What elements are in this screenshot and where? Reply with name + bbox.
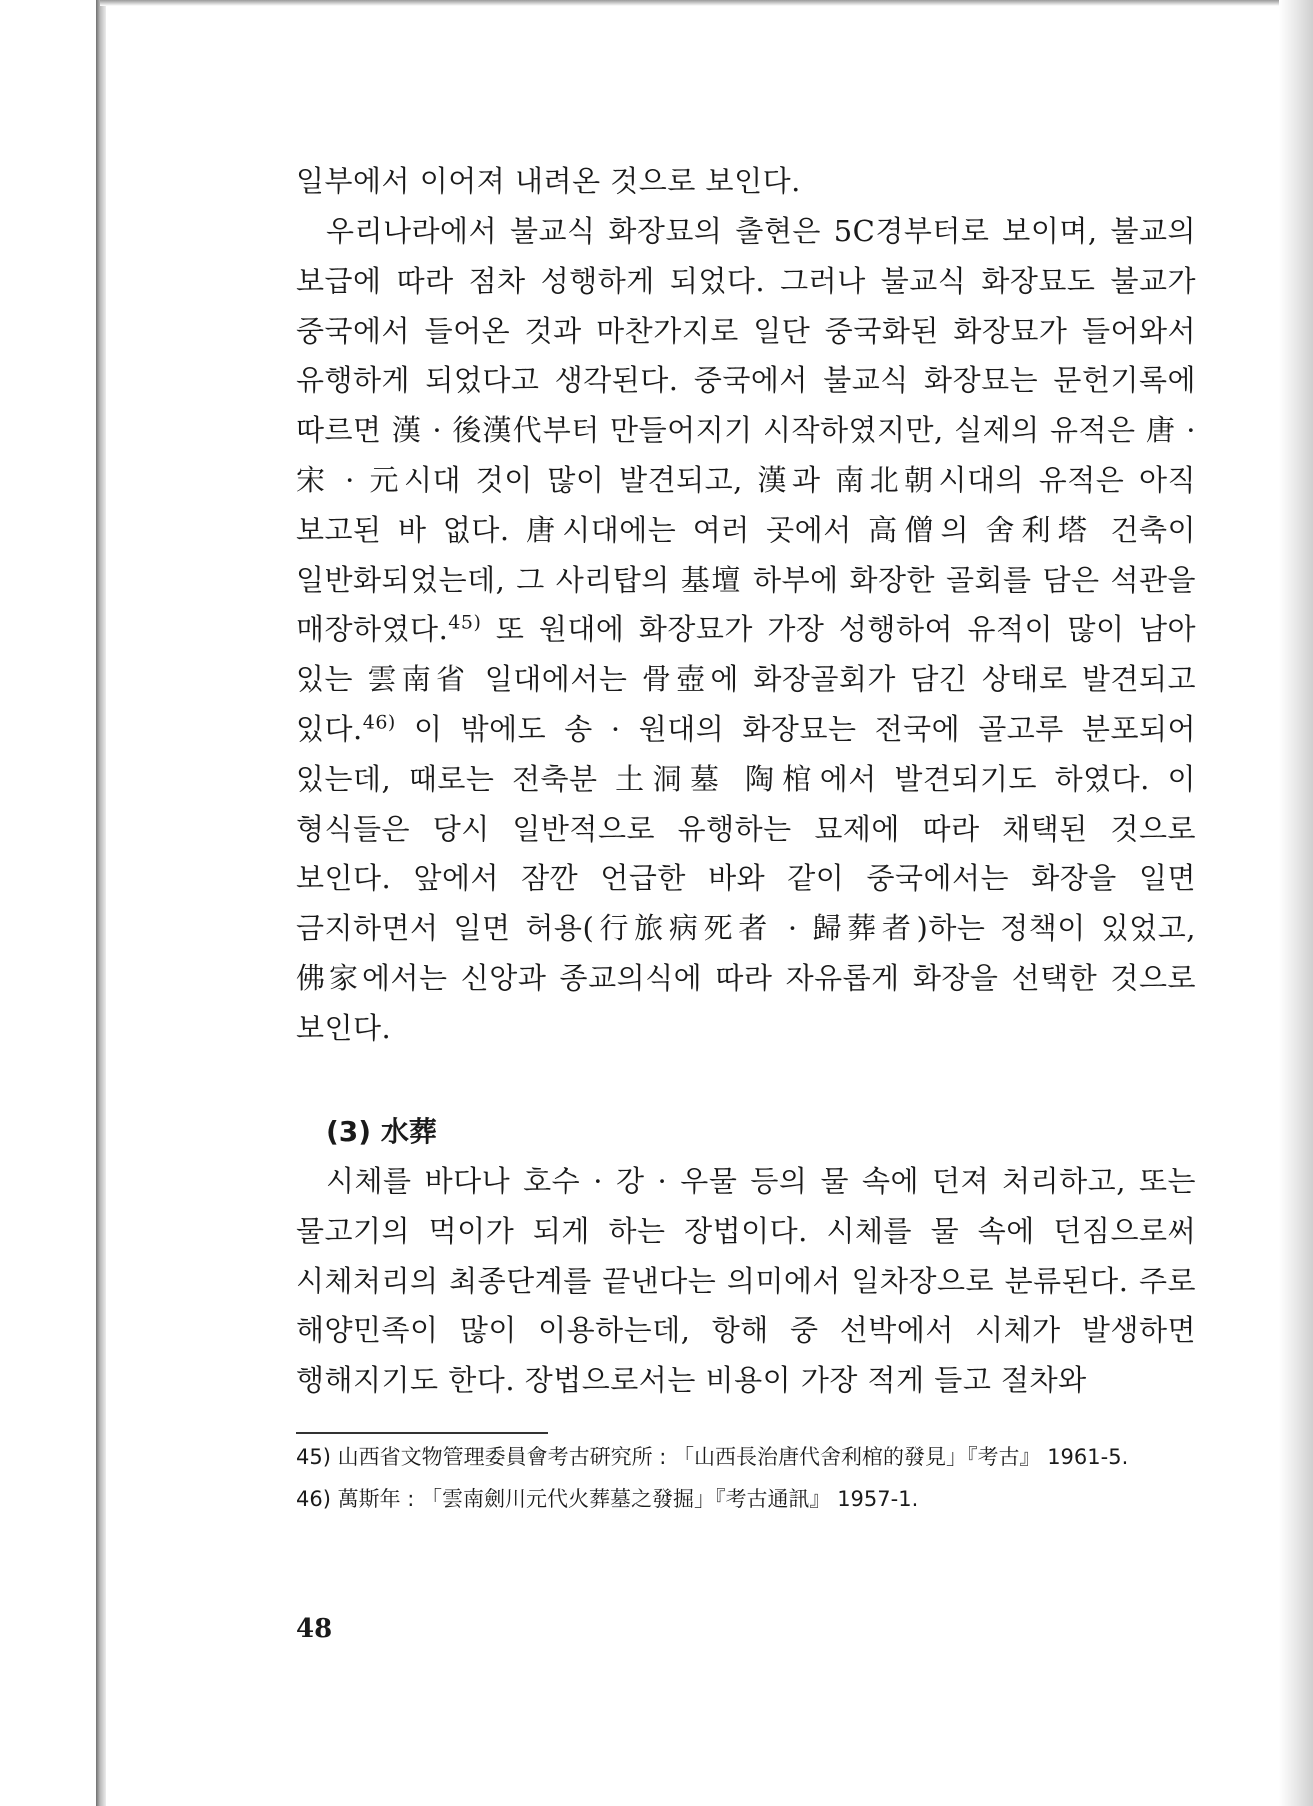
paragraph-continuation: 일부에서 이어져 내려온 것으로 보인다. [296, 164, 801, 198]
page-number: 48 [296, 1614, 333, 1644]
footnote-46: 46) 萬斯年 : 「雲南劍川元代火葬墓之發掘」『考古通訊』 1957-1. [296, 1487, 919, 1511]
footnote-divider [296, 1432, 548, 1434]
footnote-45: 45) 山西省文物管理委員會考古硏究所 : 「山西長治唐代舍利棺的發見」『考古』 1961-5. [296, 1445, 1129, 1469]
footnote-ref-45: 45) [448, 611, 482, 634]
page-binding-edge [96, 0, 106, 1806]
page-top-edge [100, 0, 1313, 6]
paragraph-cremation-part1: 우리나라에서 불교식 화장묘의 출현은 5C경부터로 보이며, 불교의 보급에 따라 점차 성행하게 되었다. 그러나 불교식 화장묘도 불교가 중국에서 들어온 것과 마찬가지로 일단 중국화된 화장묘가 들어와서 유행하게 되었다고 생각된다. 중국에서 불교식 화장묘는 문헌기록에 따르면 漢 · 後漢代부터 만들어지기 시작하였지만, 실제의 유적은 唐 · 宋 · 元시대 것이 많이 발견되고, 漢과 南北朝시대의 유적은 아직 보고된 바 없다. 唐시대에는 여러 곳에서 高僧의 舍利塔 건축이 일반화되었는데, 그 사리탑의 基壇 하부에 화장한 골회를 담은 석관을 매장하였다. [296, 214, 1196, 647]
paragraph-cremation-part3: 이 밖에도 송 · 원대의 화장묘는 전국에 골고루 분포되어 있는데, 때로는 전축분 土洞墓 陶棺에서 발견되기도 하였다. 이 형식들은 당시 일반적으로 유행하는 묘제에 따라 채택된 것으로 보인다. 앞에서 잠깐 언급한 바와 같이 중국에서는 화장을 일면 금지하면서 일면 허용(行旅病死者 · 歸葬者)하는 정책이 있었고, 佛家에서는 신앙과 종교의식에 따라 자유롭게 화장을 선택한 것으로 보인다. [296, 711, 1196, 1045]
paragraph-cremation [296, 207, 1196, 1054]
footnotes [296, 1440, 1196, 1524]
paragraph-water-burial: 시체를 바다나 호수 · 강 · 우물 등의 물 속에 던져 처리하고, 또는 물고기의 먹이가 되게 하는 장법이다. 시체를 물 속에 던짐으로써 시체처리의 최종단계를 끝낸다는 의미에서 일차장으로 분류된다. 주로 해양민족이 많이 이용하는데, 항해 중 선박에서 시체가 발생하면 행해지기도 한다. 장법으로서는 비용이 가장 적게 들고 절차와 [296, 1164, 1196, 1398]
section-heading-water-burial: (3) 水葬 [326, 1115, 437, 1148]
text-continuation [296, 157, 1196, 207]
text-cremation-section [296, 207, 1196, 1054]
paragraph-cremation-part2: 또 원대에 화장묘가 가장 성행하여 유적이 많이 남아 있는 雲南省 일대에서는 骨壺에 화장골회가 담긴 상태로 발견되고 있다. [296, 612, 1196, 746]
footnote-ref-46: 46) [362, 711, 396, 734]
page-right-shadow [1279, 0, 1313, 1806]
text-water-burial-section [296, 1157, 1196, 1406]
